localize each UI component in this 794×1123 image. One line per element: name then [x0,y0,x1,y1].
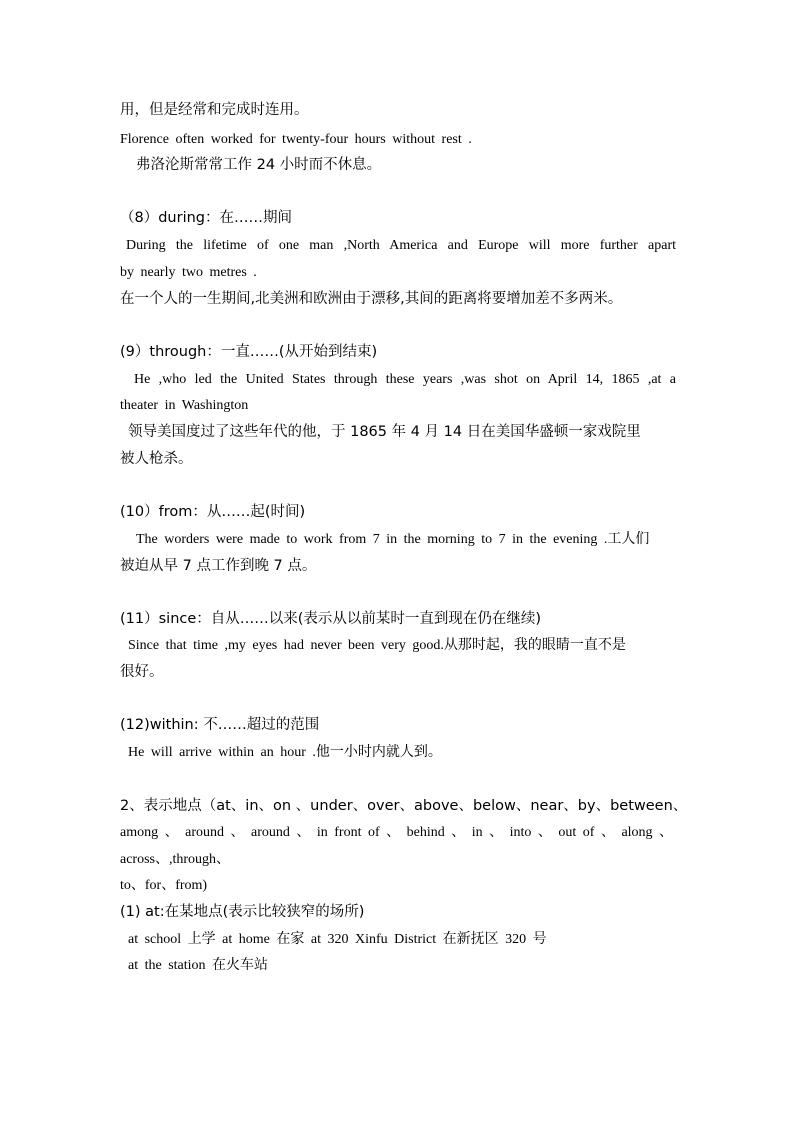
translation: 被人枪杀。 [120,451,193,467]
translation: 被迫从早 7 点工作到晚 7 点。 [120,558,317,574]
translation: 领导美国度过了这些年代的他，于 1865 年 4 月 14 日在美国华盛顿一家戏院里 [128,424,641,440]
section-heading: (9）through：一直……(从开始到结束) [120,344,378,360]
translation: 很好。 [120,664,164,680]
example-sentence: The worders were made to work from 7 in the morning to 7 in the evening .工人们 [136,532,650,547]
translation: 弗洛沦斯常常工作 24 小时而不休息。 [136,157,382,173]
section-heading: 2、表示地点（at、in、on 、under、over、above、below、near、by、between、 [120,798,688,814]
section-heading: (11）since：自从……以来(表示从以前某时一直到现在仍在继续) [120,611,542,627]
example-sentence: by nearly two metres . [120,265,257,280]
example-sentence: theater in Washington [120,398,249,413]
subsection-heading: (1) at:在某地点(表示比较狭窄的场所) [120,904,365,920]
example-phrases: at the station 在火车站 [128,958,269,973]
example-sentence: He will arrive within an hour .他一小时内就人到。 [128,745,442,760]
section-heading: （8）during：在……期间 [120,210,293,226]
section-heading: (12)within: 不……超过的范围 [120,717,320,733]
example-sentence: Since that time ,my eyes had never been very good.从那时起，我的眼睛一直不是 [128,638,626,653]
example-sentence: Florence often worked for twenty-four hours without rest . [120,132,472,147]
section-heading: (10）from：从……起(时间) [120,504,306,520]
example-phrases: at school 上学 at home 在家 at 320 Xinfu District 在新抚区 320 号 [128,932,547,947]
example-sentence: During the lifetime of one man ,North America and Europe will more further apart [126,238,676,253]
preposition-list: to、for、from) [120,878,208,893]
text-line: 用，但是经常和完成时连用。 [120,102,309,118]
preposition-list: across、,through、 [120,852,231,867]
translation: 在一个人的一生期间,北美洲和欧洲由于漂移,其间的距离将要增加差不多两米。 [120,291,623,307]
preposition-list: among 、 around 、 around 、 in front of 、 behind 、 in 、 into 、 out of 、 along 、 [120,825,674,840]
example-sentence: He ,who led the United States through these years ,was shot on April 14, 1865 ,at a [134,372,676,387]
